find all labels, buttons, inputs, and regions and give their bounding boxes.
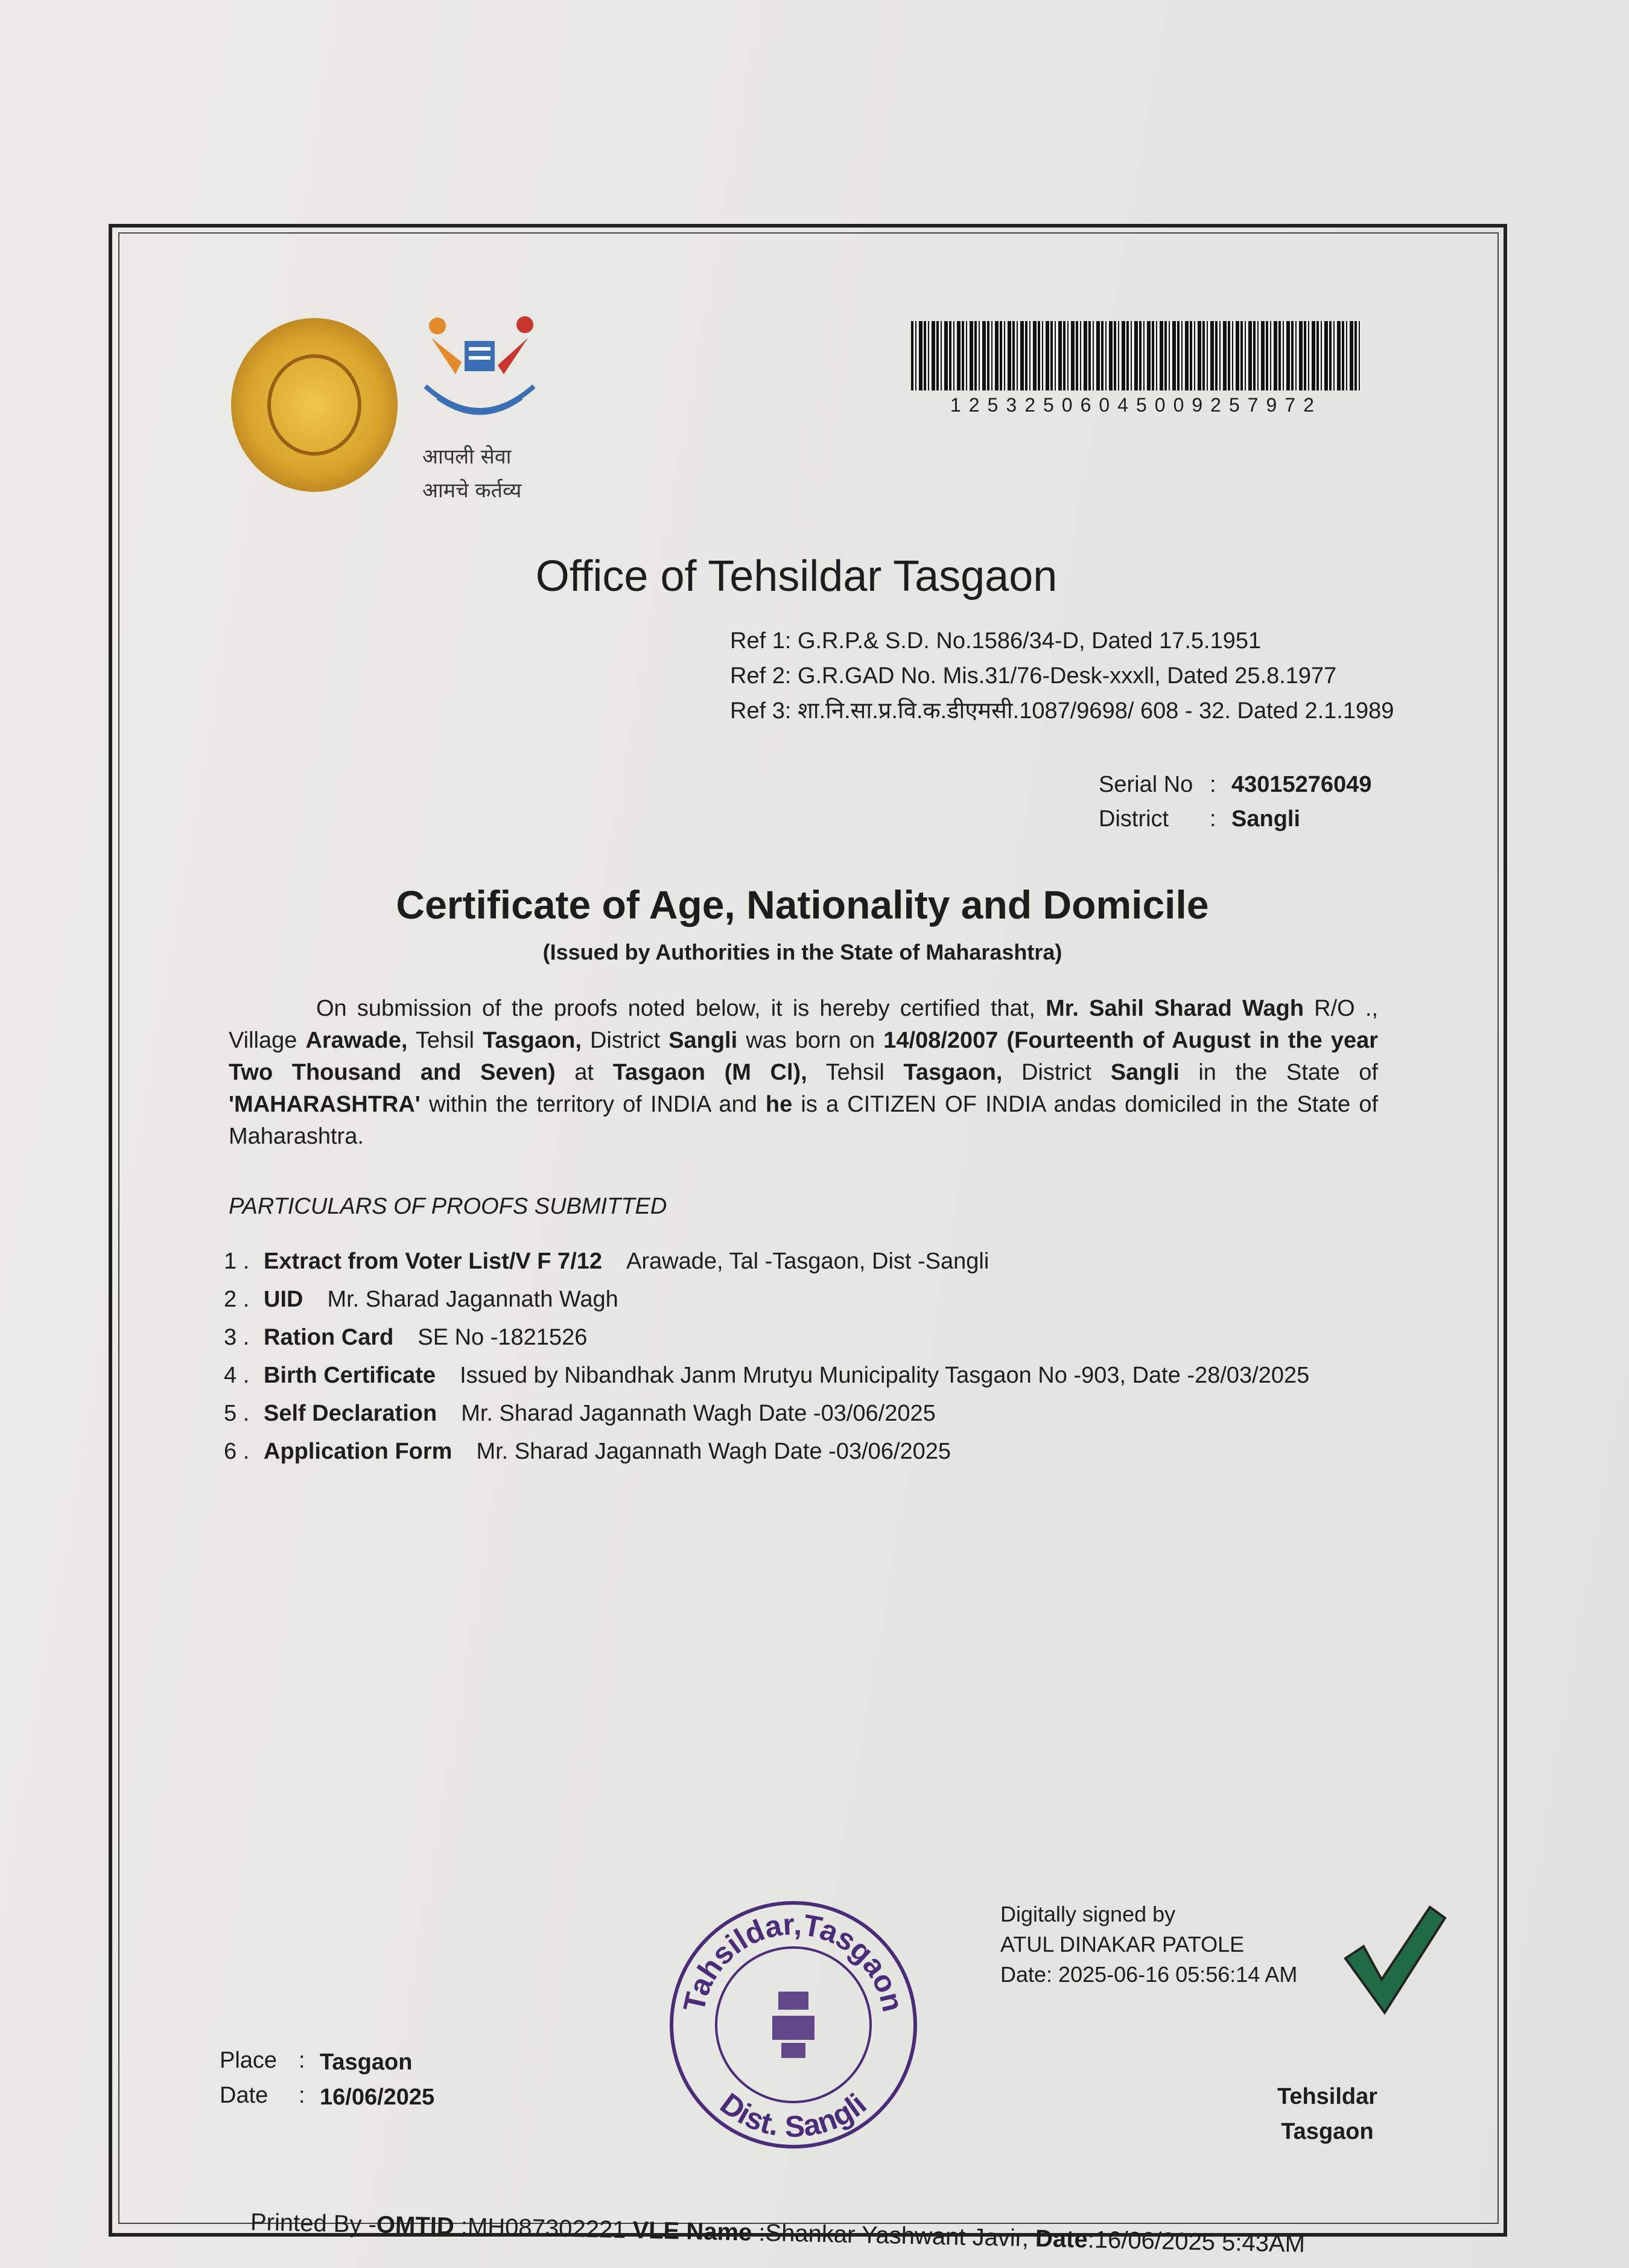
- proof-label: Ration Card: [264, 1325, 394, 1350]
- print-date-value: :16/06/2025 5:43AM: [1087, 2226, 1306, 2258]
- certificate-title: Certificate of Age, Nationality and Domicile: [396, 882, 1209, 927]
- proof-num: 3 .: [224, 1325, 250, 1350]
- proof-num: 1 .: [224, 1249, 250, 1274]
- colon: :: [1210, 772, 1216, 797]
- proof-num: 4 .: [224, 1363, 250, 1388]
- place-label: Place: [220, 2048, 278, 2073]
- signer-name: ATUL DINAKAR PATOLE: [1000, 1932, 1245, 1957]
- serial-label: Serial No: [1099, 772, 1193, 797]
- aaple-seva-logo-icon: [419, 314, 540, 441]
- proof-item: [224, 1400, 936, 1428]
- logo-tagline-1: आपली सेवा: [422, 445, 512, 469]
- tehsildar-seal-icon: [670, 1901, 917, 2149]
- paragraph-segment: at: [555, 1060, 613, 1085]
- proof-item: [224, 1248, 989, 1276]
- print-date-label: Date: [1035, 2225, 1088, 2254]
- paragraph-segment: is a CITIZEN OF INDIA andas domiciled in the State of Maharashtra.: [229, 1092, 1379, 1149]
- signed-by-label: Digitally signed by: [1000, 1902, 1176, 1926]
- proof-item: [224, 1438, 951, 1466]
- paragraph-segment: Tasgaon,: [903, 1060, 1003, 1085]
- maharashtra-emblem-icon: [231, 318, 398, 492]
- paragraph-segment: On submission of the proofs noted below, it is hereby certified that,: [316, 996, 1046, 1021]
- paragraph-segment: 'MAHARASHTRA': [229, 1092, 421, 1117]
- proof-item: [224, 1324, 587, 1352]
- proof-value: Arawade, Tal -Tasgaon, Dist -Sangli: [626, 1249, 989, 1274]
- seal-bottom-text: Dist. Sangli: [714, 2086, 873, 2144]
- colon: :: [299, 2048, 305, 2073]
- proof-label: Application Form: [264, 1439, 453, 1464]
- paragraph-segment: Mr. Sahil Sharad Wagh: [1046, 996, 1304, 1021]
- proof-item: [224, 1362, 1309, 1390]
- ref-1: Ref 1: G.R.P.& S.D. No.1586/34-D, Dated 17.5.1951: [730, 628, 1262, 654]
- paragraph-segment: Tasgaon (M Cl),: [612, 1060, 807, 1085]
- proof-num: 5 .: [224, 1401, 250, 1426]
- proof-num: 6 .: [224, 1439, 250, 1464]
- paragraph-segment: was born on: [737, 1028, 884, 1053]
- serial-value: 43015276049: [1231, 772, 1372, 797]
- paragraph-segment: in the State of: [1179, 1060, 1378, 1085]
- paragraph-segment: District: [581, 1028, 669, 1053]
- designation-line-2: Tasgaon: [1281, 2119, 1374, 2144]
- paragraph-segment: he: [765, 1092, 793, 1117]
- signature-valid-check-icon: [1339, 1901, 1448, 2016]
- colon: :: [299, 2083, 305, 2108]
- paragraph-segment: R/O ., Village: [229, 996, 1379, 1053]
- paragraph-segment: Sangli: [668, 1028, 738, 1053]
- proof-label: Birth Certificate: [264, 1363, 436, 1388]
- proof-label: UID: [264, 1287, 303, 1312]
- proof-num: 2 .: [224, 1287, 250, 1312]
- logo-tagline-2: आमचे कर्तव्य: [422, 479, 522, 503]
- vle-label: VLE Name: [632, 2217, 752, 2246]
- proof-value: Issued by Nibandhak Janm Mrutyu Municipality Tasgaon No -903, Date -28/03/2025: [460, 1363, 1310, 1388]
- paragraph-segment: within the territory of INDIA and: [420, 1092, 766, 1117]
- certification-paragraph: [229, 993, 1378, 1153]
- paragraph-segment: Tasgaon,: [482, 1028, 582, 1053]
- paragraph-segment: Arawade,: [305, 1028, 408, 1053]
- paragraph-segment: Sangli: [1110, 1060, 1180, 1085]
- signed-date: Date: 2025-06-16 05:56:14 AM: [1000, 1962, 1298, 1987]
- barcode-number: 12532506045009257972: [950, 394, 1322, 416]
- ref-2: Ref 2: G.R.GAD No. Mis.31/76-Desk-xxxll, Dated 25.8.1977: [730, 663, 1337, 689]
- paragraph-segment: Tehsil: [807, 1060, 904, 1085]
- district-label: District: [1099, 806, 1169, 832]
- proof-label: Extract from Voter List/V F 7/12: [264, 1249, 603, 1274]
- barcode: [911, 321, 1362, 390]
- proof-value: Mr. Sharad Jagannath Wagh: [327, 1287, 618, 1312]
- paragraph-segment: 14/08/2007 (Fourteenth of August in the year Two Thousand and Seven): [229, 1028, 1379, 1085]
- district-value: Sangli: [1231, 806, 1301, 832]
- seal-top-text: Tahsildar,Tasgaon: [676, 1907, 910, 2015]
- paragraph-segment: Tehsil: [407, 1028, 483, 1053]
- paragraph-segment: District: [1002, 1060, 1111, 1085]
- proof-value: Mr. Sharad Jagannath Wagh Date -03/06/2025: [461, 1401, 936, 1426]
- proof-label: Self Declaration: [264, 1401, 437, 1426]
- omtid-label: OMTID: [376, 2211, 455, 2240]
- vle-value: :Shankar Yashwant Javir,: [751, 2219, 1036, 2252]
- colon: :: [1210, 806, 1216, 832]
- particulars-heading: PARTICULARS OF PROOFS SUBMITTED: [229, 1194, 667, 1219]
- ref-3: Ref 3: शा.नि.सा.प्र.वि.क.डीएमसी.1087/9698/ 608 - 32. Dated 2.1.1989: [730, 698, 1394, 724]
- place-value: Tasgaon: [320, 2050, 413, 2075]
- certificate-subtitle: (Issued by Authorities in the State of Maharashtra): [542, 940, 1062, 964]
- date-label: Date: [220, 2083, 268, 2108]
- printed-prefix: Printed By -: [250, 2209, 377, 2238]
- designation-line-1: Tehsildar: [1277, 2084, 1378, 2109]
- proof-value: SE No -1821526: [418, 1325, 588, 1350]
- omtid-value: :MH087302221: [454, 2213, 633, 2244]
- date-value: 16/06/2025: [320, 2085, 435, 2110]
- office-title: Office of Tehsildar Tasgaon: [535, 552, 1058, 600]
- proof-value: Mr. Sharad Jagannath Wagh Date -03/06/2025: [476, 1439, 951, 1464]
- proof-item: [224, 1286, 618, 1314]
